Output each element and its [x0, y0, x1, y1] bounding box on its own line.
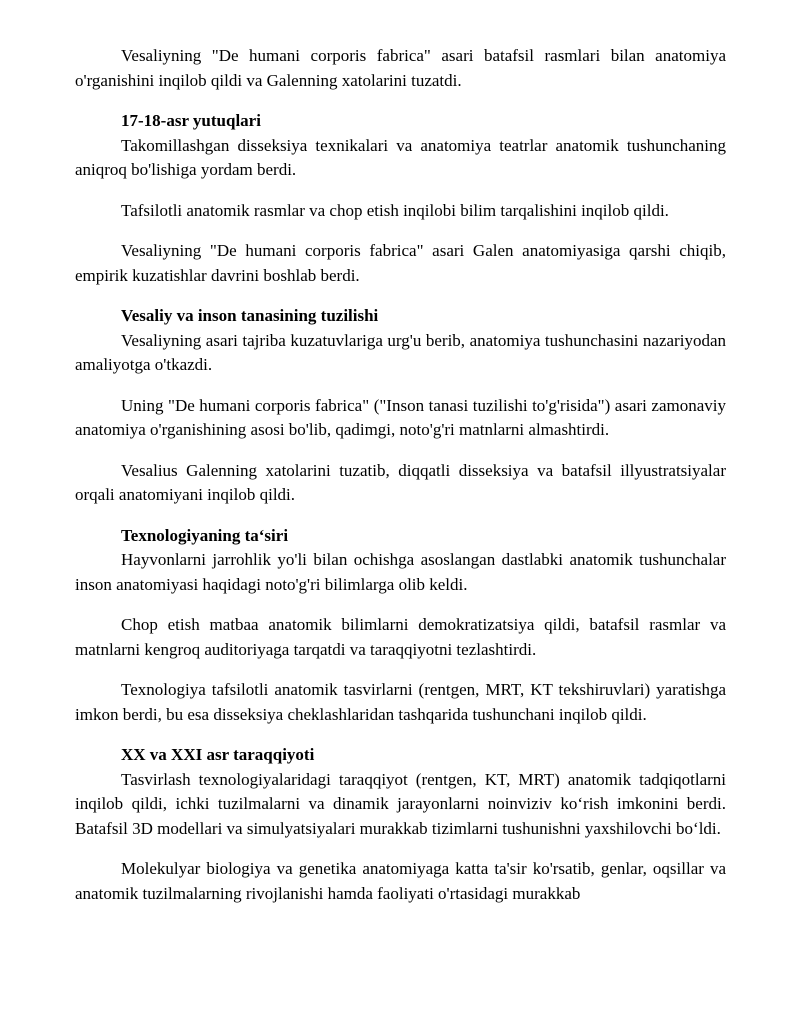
paragraph: Chop etish matbaa anatomik bilimlarni demokratizatsiya qildi, batafsil rasmlar va matnlarni kengroq auditoriyaga tarqatdi va taraqqiyotni tezlashtirdi. — [75, 615, 726, 659]
paragraph: Uning "De humani corporis fabrica" ("Inson tanasi tuzilishi to'g'risida") asari zamonaviy anatomiya o'rganishining asosi bo'lib, qadimgi, noto'g'ri matnlarni almashtirdi. — [75, 395, 726, 439]
section-heading: XX va XXI asr taraqqiyoti — [121, 745, 315, 764]
paragraph: Vesaliyning "De humani corporis fabrica" asari batafsil rasmlari bilan anatomiya o'rganishini inqilob qildi va Galenning xatolarini tuzatdi. — [75, 46, 726, 90]
paragraph: Tasvirlash texnologiyalaridagi taraqqiyot (rentgen, KT, MRT) anatomik tadqiqotlarni inqilob qildi, ichki tuzilmalarni va dinamik jarayonlarni noinviziv koʻrish imkonini berdi. Batafsil 3D modellari va simulyatsiyalari murakkab tizimlarni tushunishni yaxshilovchi boʻldi. — [75, 769, 726, 838]
section-heading: Vesaliy va inson tanasining tuzilishi — [121, 306, 379, 325]
paragraph: Takomillashgan disseksiya texnikalari va anatomiya teatrlar anatomik tushunchaning aniqroq bo'lishiga yordam berdi. — [75, 135, 726, 179]
section-heading: 17-18-asr yutuqlari — [121, 111, 261, 130]
paragraph: Vesalius Galenning xatolarini tuzatib, diqqatli disseksiya va batafsil illyustratsiyalar orqali anatomiyani inqilob qildi. — [75, 460, 726, 504]
paragraph: Molekulyar biologiya va genetika anatomiyaga katta ta'sir ko'rsatib, genlar, oqsillar va anatomik tuzilmalarning rivojlanishi hamda faoliyati o'rtasidagi murakkab — [75, 859, 726, 903]
paragraph: Hayvonlarni jarrohlik yo'li bilan ochishga asoslangan dastlabki anatomik tushunchalar inson anatomiyasi haqidagi noto'g'ri bilimlarga olib keldi. — [75, 550, 726, 594]
paragraph: Vesaliyning "De humani corporis fabrica" asari Galen anatomiyasiga qarshi chiqib, empirik kuzatishlar davrini boshlab berdi. — [75, 241, 726, 285]
document-page — [75, 44, 726, 906]
section-heading: Texnologiyaning taʻsiri — [121, 525, 289, 545]
paragraph: Tafsilotli anatomik rasmlar va chop etish inqilobi bilim tarqalishini inqilob qildi. — [121, 200, 669, 220]
paragraph: Vesaliyning asari tajriba kuzatuvlariga urg'u berib, anatomiya tushunchasini nazariyodan amaliyotga o'tkazdi. — [75, 330, 726, 374]
paragraph: Texnologiya tafsilotli anatomik tasvirlarni (rentgen, MRT, KT tekshiruvlari) yaratishga imkon berdi, bu esa disseksiya cheklashlaridan tashqarida tushunchani inqilob qildi. — [75, 680, 726, 724]
